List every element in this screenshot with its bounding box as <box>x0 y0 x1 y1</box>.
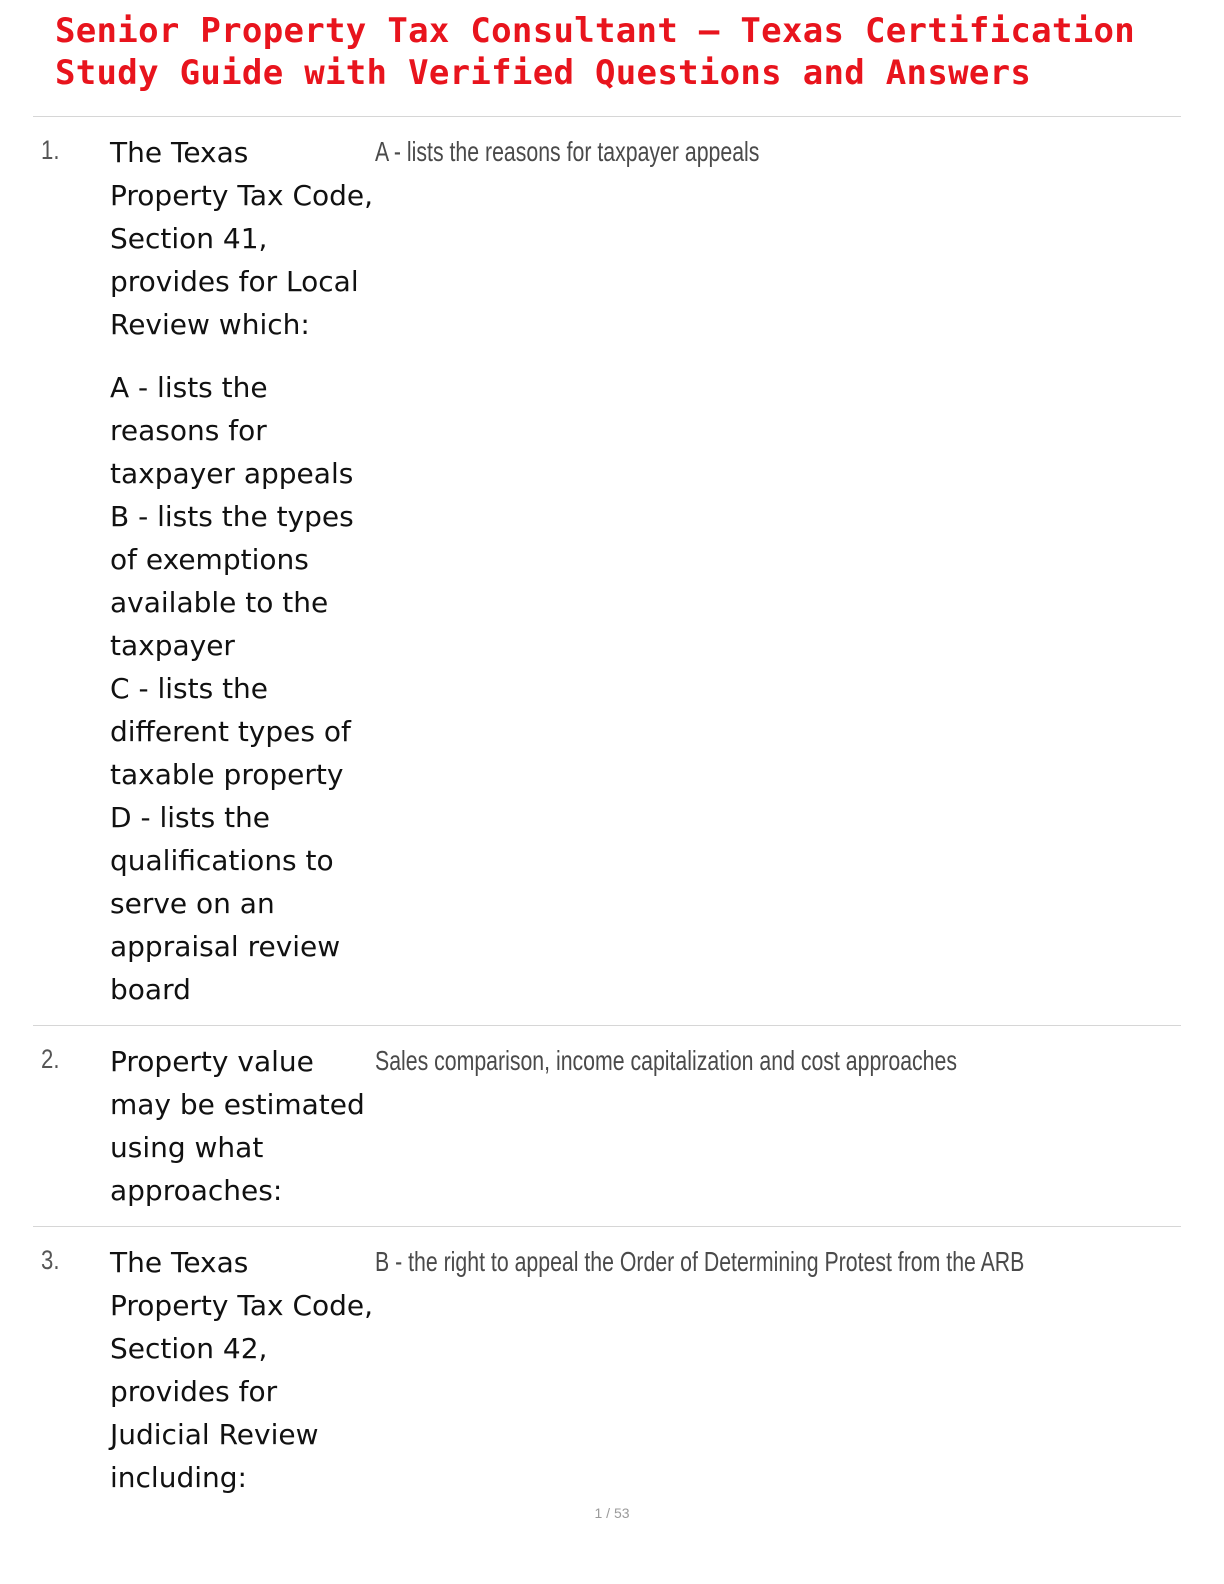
question-option-d: D - lists the qualifications to serve on an appraisal review board <box>110 801 341 1006</box>
question-text <box>110 1040 375 1212</box>
document-title: Senior Property Tax Consultant – Texas Certification Study Guide with Verified Questions and Answers <box>55 11 1136 93</box>
question-option-c: C - lists the different types of taxable property <box>110 672 351 791</box>
answer-text: Sales comparison, income capitalization and cost approaches <box>375 1045 957 1076</box>
question-stem: The Texas Property Tax Code, Section 42, provides for Judicial Review including: <box>110 1246 374 1494</box>
question-number: 3. <box>41 1245 60 1275</box>
question-list <box>33 117 1181 1513</box>
question-option-a: A - lists the reasons for taxpayer appeals <box>110 371 354 490</box>
question-stem: Property value may be estimated using what approaches: <box>110 1045 365 1207</box>
question-row-3 <box>33 1227 1181 1513</box>
question-row-2 <box>33 1026 1181 1227</box>
question-text <box>110 1241 375 1499</box>
page-indicator: 1 / 53 <box>594 1505 630 1521</box>
question-number: 1. <box>41 135 60 165</box>
question-option-b: B - lists the types of exemptions available to the taxpayer <box>110 500 354 662</box>
paragraph-spacer <box>110 346 375 366</box>
answer-text: B - the right to appeal the Order of Determining Protest from the ARB <box>375 1246 1025 1277</box>
question-stem: The Texas Property Tax Code, Section 41, provides for Local Review which: <box>110 136 374 341</box>
answer-text: A - lists the reasons for taxpayer appeals <box>375 136 760 167</box>
question-text <box>110 131 375 1011</box>
question-row-1 <box>33 117 1181 1026</box>
question-number: 2. <box>41 1044 60 1074</box>
